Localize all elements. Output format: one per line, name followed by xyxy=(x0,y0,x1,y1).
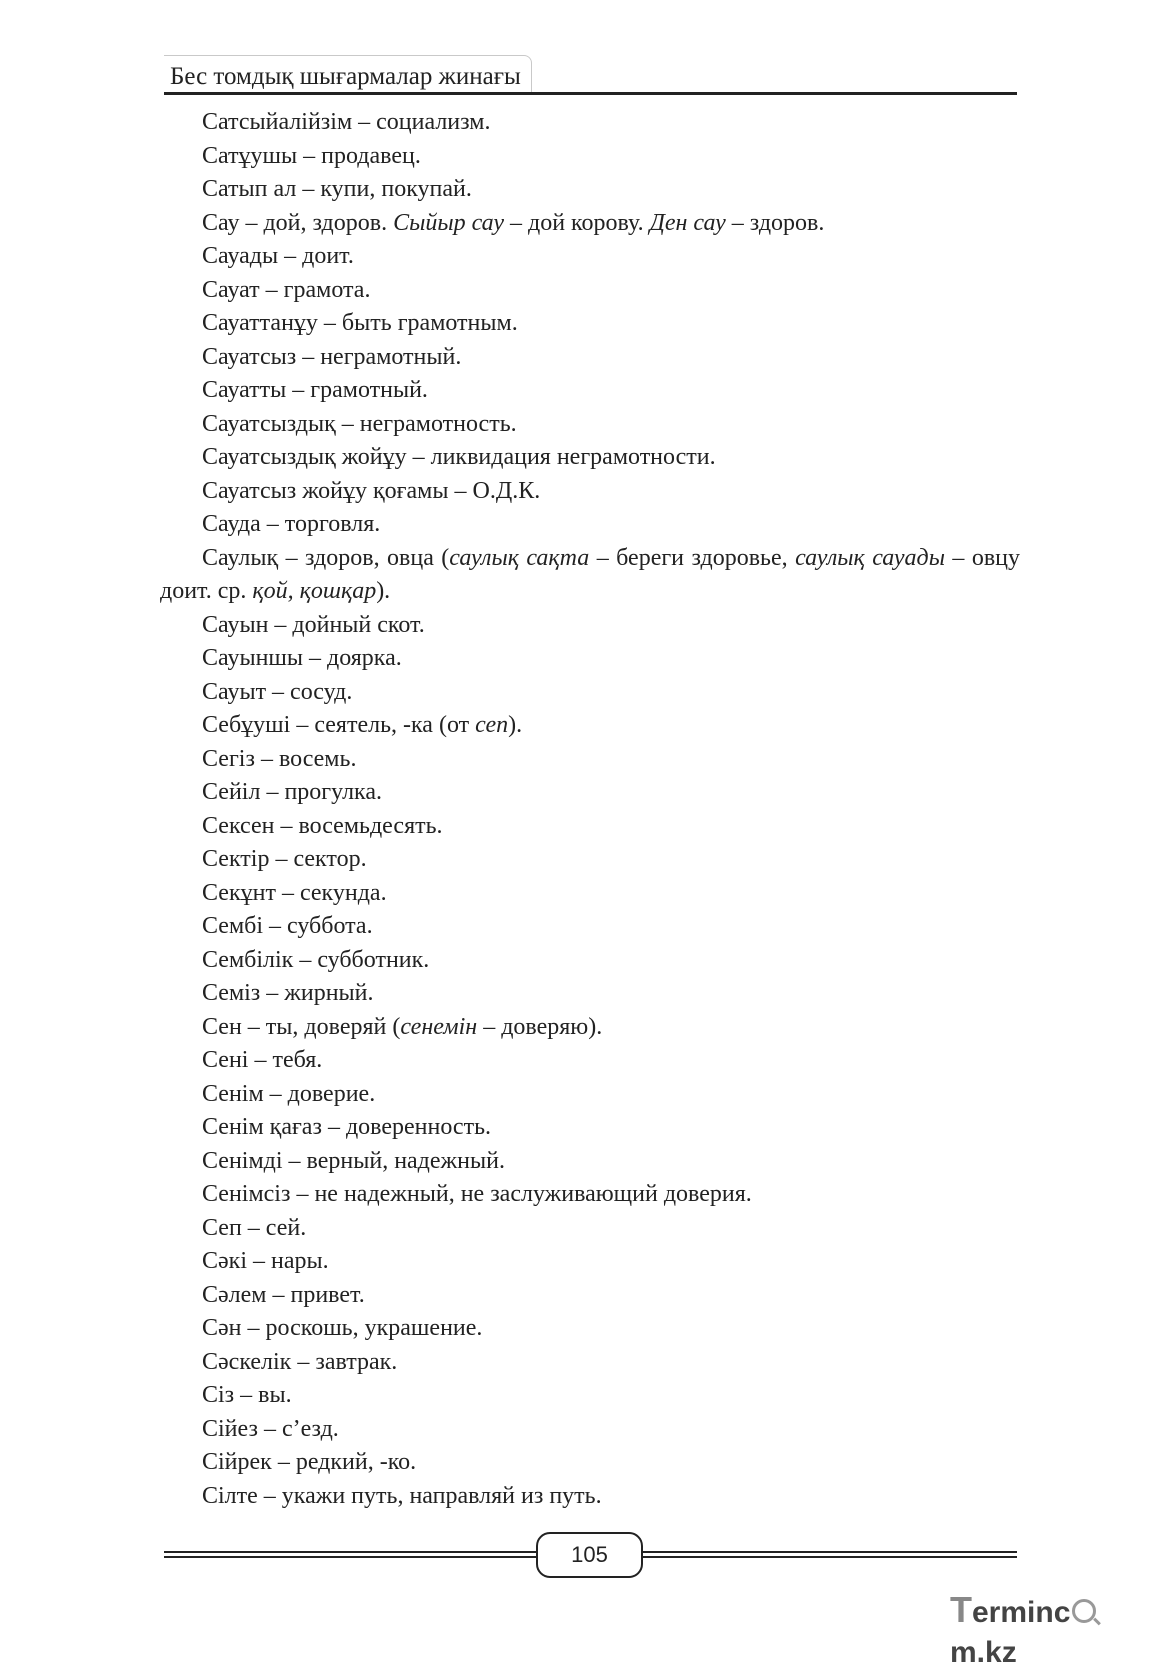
entry-example: Сыйыр сау xyxy=(393,209,504,236)
entry-text: Сауыншы – доярка. xyxy=(202,645,402,671)
entry-text: Сауат – грамота. xyxy=(202,276,371,303)
page-number: 105 xyxy=(536,1532,643,1578)
entry-text: Сені – тебя. xyxy=(202,1047,323,1073)
dictionary-entry xyxy=(160,843,1020,877)
dictionary-entry xyxy=(160,475,1020,509)
entry-example: саулық сақта xyxy=(449,544,590,571)
header-rule xyxy=(164,92,1017,95)
magnifier-icon xyxy=(1072,1599,1096,1623)
entry-text: Сәкі – нары. xyxy=(202,1248,329,1274)
entry-text: Сауын – дойный скот. xyxy=(202,611,425,638)
entry-text: Семіз – жирный. xyxy=(202,980,374,1006)
dictionary-entries xyxy=(160,106,1027,1513)
entry-text: Сауатсыз – неграмотный. xyxy=(202,343,462,370)
entry-text: Сенім – доверие. xyxy=(202,1080,376,1107)
entry-example: қой, қошқар xyxy=(252,578,377,604)
terminco-watermark xyxy=(950,1589,1155,1669)
dictionary-entry xyxy=(160,240,1020,274)
entry-text: Сауатсыз жойұу қоғамы – О.Д.К. xyxy=(202,477,541,504)
entry-example: саулық сауады xyxy=(795,544,945,571)
entry-text: Сейіл – прогулка. xyxy=(202,779,382,805)
entry-text: Сауатсыздық – неграмотность. xyxy=(202,410,517,437)
book-title: Бес томдық шығармалар жинағы xyxy=(170,63,521,90)
dictionary-entry xyxy=(160,944,1020,978)
dictionary-entry xyxy=(160,207,1020,241)
entry-text: Сатып ал – купи, покупай. xyxy=(202,176,472,202)
entry-text: Сәлем – привет. xyxy=(202,1281,365,1308)
footer-rule-left xyxy=(164,1551,536,1558)
entry-example: сенемін xyxy=(400,1013,478,1040)
dictionary-entry xyxy=(160,1446,1020,1480)
dictionary-entry xyxy=(160,1011,1020,1045)
footer-rule-right xyxy=(643,1551,1017,1558)
entry-text: Сатұушы – продавец. xyxy=(202,142,421,169)
dictionary-entry xyxy=(160,106,1020,140)
entry-text: – доверяю). xyxy=(477,1013,603,1040)
entry-text: Сауаттанұу – быть грамотным. xyxy=(202,310,518,336)
entry-text: – дой корову. xyxy=(503,209,650,236)
entry-text: Сегіз – восемь. xyxy=(202,745,357,772)
dictionary-entry xyxy=(160,743,1020,777)
dictionary-entry xyxy=(160,307,1020,341)
dictionary-entry xyxy=(160,1312,1020,1346)
entry-text: ). xyxy=(508,712,523,738)
entry-text: Сеп – сей. xyxy=(202,1214,307,1241)
entry-text: Сауады – доит. xyxy=(202,243,354,269)
dictionary-entry xyxy=(160,642,1020,676)
entry-text: Сауатты – грамотный. xyxy=(202,377,428,403)
entry-text: Сауатсыздық жойұу – ликвидация неграмотности. xyxy=(202,444,716,470)
entry-text: Сенім қағаз – доверенность. xyxy=(202,1114,492,1140)
entry-text: Сембі – суббота. xyxy=(202,913,373,939)
dictionary-entry xyxy=(160,173,1020,207)
watermark-letter: T xyxy=(950,1589,972,1630)
entry-text: – береги здоровье, xyxy=(589,544,796,571)
dictionary-entry xyxy=(160,776,1020,810)
dictionary-entry xyxy=(160,1245,1020,1279)
dictionary-entry xyxy=(160,1279,1020,1313)
entry-text: – здоров. xyxy=(725,209,825,236)
entry-text: Сіз – вы. xyxy=(202,1382,292,1408)
entry-text: Сау – дой, здоров. xyxy=(202,209,394,236)
entry-text: Сілте – укажи путь, направляй из путь. xyxy=(202,1482,602,1509)
dictionary-entry xyxy=(160,1413,1020,1447)
dictionary-entry xyxy=(160,1145,1020,1179)
dictionary-entry xyxy=(160,441,1020,475)
dictionary-entry xyxy=(160,140,1020,174)
entry-text: Сенімсіз – не надежный, не заслуживающий доверия. xyxy=(202,1181,752,1207)
entry-text: Сійрек – редкий, -ко. xyxy=(202,1449,417,1475)
watermark-text-before: erminc xyxy=(972,1596,1071,1629)
entry-text: Сән – роскошь, украшение. xyxy=(202,1315,483,1341)
watermark-text-after: m.kz xyxy=(950,1636,1017,1669)
running-header xyxy=(164,55,532,93)
dictionary-entry xyxy=(160,910,1020,944)
entry-text: Сійез – с’езд. xyxy=(202,1415,339,1442)
dictionary-entry xyxy=(160,609,1020,643)
dictionary-entry xyxy=(160,508,1020,542)
entry-text: Сәскелік – завтрак. xyxy=(202,1348,398,1375)
entry-example: сеп xyxy=(475,712,509,738)
entry-text: Сембілік – субботник. xyxy=(202,946,430,973)
entry-text: Сенімді – верный, надежный. xyxy=(202,1147,505,1174)
dictionary-entry xyxy=(160,877,1020,911)
dictionary-entry xyxy=(160,977,1020,1011)
dictionary-entry xyxy=(160,1379,1020,1413)
entry-text: – овцу доит. ср. xyxy=(160,544,1027,604)
dictionary-entry xyxy=(160,274,1020,308)
dictionary-entry xyxy=(160,341,1020,375)
dictionary-entry xyxy=(160,709,1020,743)
dictionary-entry xyxy=(160,542,1027,609)
entry-text: Сауда – торговля. xyxy=(202,511,381,537)
dictionary-entry xyxy=(160,1078,1020,1112)
dictionary-entry xyxy=(160,1212,1020,1246)
entry-text: Саулық – здоров, овца ( xyxy=(202,544,450,571)
dictionary-entry xyxy=(160,374,1020,408)
dictionary-entry xyxy=(160,810,1020,844)
entry-text: Секұнт – секунда. xyxy=(202,879,387,906)
dictionary-entry xyxy=(160,1346,1020,1380)
entry-text: Сауыт – сосуд. xyxy=(202,678,353,705)
entry-text: Сатсыйалійзім – социализм. xyxy=(202,109,491,135)
entry-text: ). xyxy=(376,578,391,604)
dictionary-entry xyxy=(160,1111,1020,1145)
dictionary-entry xyxy=(160,1480,1020,1514)
entry-text: Сектір – сектор. xyxy=(202,846,367,872)
dictionary-entry xyxy=(160,676,1020,710)
entry-example: Ден сау xyxy=(649,209,726,236)
entry-text: Сен – ты, доверяй ( xyxy=(202,1013,401,1040)
dictionary-entry xyxy=(160,1044,1020,1078)
dictionary-entry xyxy=(160,1178,1020,1212)
dictionary-entry xyxy=(160,408,1020,442)
entry-text: Сексен – восемьдесять. xyxy=(202,812,443,839)
entry-text: Себұуші – сеятель, -ка (от xyxy=(202,712,476,738)
